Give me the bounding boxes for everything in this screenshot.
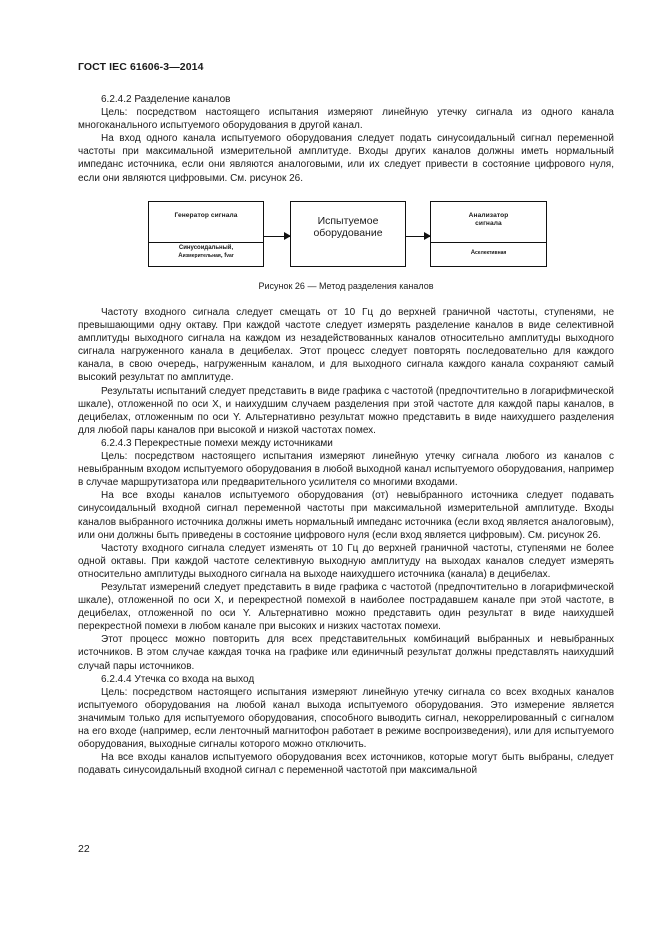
- paragraph: Результаты испытаний следует представить в виде графика с частотой (предпочтительно в логарифмической шкале), отложенной по оси X, и наихудшим случаем разделения при этой частоте для каждой пары каналов, в децибелах, отложенным по оси Y. Альтернативно результат можно представить в виде наихудшего разделения для любой пары каналов при высокой и низкой частотах помех.: [78, 385, 614, 436]
- paragraph: Частоту входного сигнала следует изменять от 10 Гц до верхней граничной частоты, ступенями не более одной октавы. При каждой частоте селективную выходную амплитуду на выходах каналов следует измерять относительно амплитуды выходного сигнала на выходе наихудшего источника (канала) в децибелах.: [78, 542, 614, 580]
- text-block-lower: [78, 306, 614, 777]
- generator-box: [148, 201, 264, 267]
- dut-box: [290, 201, 406, 267]
- arrow-to-analyzer: [406, 236, 430, 237]
- paragraph: Цель: посредством настоящего испытания измеряют линейную утечку сигнала любого из каналов с невыбранным входом испытуемого оборудования в любой выходной канал испытуемого оборудования, например в случае маршрутизатора или предварительного усилителя со многими входами.: [78, 451, 614, 489]
- paragraph: Частоту входного сигнала следует смещать от 10 Гц до верхней граничной частоты, ступенями, не превышающими одну октаву. При каждой частоте следует измерять разделение каналов в виде селективной амплитуды выходного сигнала на каждом из незадействованных каналов относительно амплитуды выходного сигнала нагруженного канала в децибелах. Этот процесс следует повторять последовательно для каждого канала, в свою очередь, нагруженным каналом, и для выходного сигнала каждого канала сохраняют самый высокий результат по амплитуде.: [78, 307, 614, 384]
- analyzer-box: [430, 201, 547, 267]
- document-header: ГОСТ IEC 61606-3—2014: [78, 61, 204, 73]
- text-block-upper: [78, 93, 614, 185]
- paragraph: Цель: посредством настоящего испытания измеряют линейную утечку сигнала со всех входных каналов испытуемого оборудования на любой канал выхода испытуемого оборудования. Это измерение является значимым только для испытуемого оборудования, способного выводить сигнал, некоррелированный с сигналом на его входе (например, если ленточный магнитофон работает в режиме воспроизведения), или для испытуемого оборудования, выходные сигналы которого можно отключить.: [78, 686, 614, 751]
- figure-caption: Рисунок 26 — Метод разделения каналов: [258, 281, 434, 291]
- page-number: 22: [78, 843, 90, 855]
- analyzer-title: Анализатор сигнала: [468, 212, 509, 227]
- paragraph: Этот процесс можно повторить для всех представительных комбинаций выбранных и невыбранных источников. В этом случае каждая точка на графике или единичный результат должны представлять наихудший случай пары источников.: [78, 634, 614, 672]
- generator-detail-line1: Синусоидальный,: [178, 245, 234, 251]
- section-heading: 6.2.4.2 Разделение каналов: [101, 94, 231, 105]
- paragraph: На все входы каналов испытуемого оборудования всех источников, которые могут быть выбраны, следует подавать синусоидальный входной сигнал с переменной частотой при максимальной: [78, 752, 614, 777]
- dut-title: Испытуемое оборудование: [313, 215, 383, 239]
- section-heading: 6.2.4.4 Утечка со входа на выход: [101, 673, 255, 685]
- section-heading: 6.2.4.3 Перекрестные помехи между источниками: [101, 437, 333, 449]
- paragraph: На все входы каналов испытуемого оборудования (от) невыбранного источника следует подавать синусоидальный входной сигнал переменной частоты при максимальной измерительной амплитуде. Входы каналов выбранного источника должны иметь нормальный импеданс источника (если вход является аналоговым), или они должны быть приведены в состояние цифрового нуля (если вход является цифровым). См. рисунок 26.: [78, 490, 614, 541]
- analyzer-detail: Aселективная: [470, 250, 507, 256]
- paragraph: Результат измерений следует представить в виде графика с частотой (предпочтительно в логарифмической шкале), отложенной по оси X, и перекрестной помехой в наиболее пострадавшем канале при этой частоте, в децибелах, отложенной по оси Y. Альтернативно можно представить один результат в виде наихудшей перекрестной помехи в любом канале при высоких и низких частотах помехи.: [78, 581, 614, 633]
- generator-detail-line2: Aизмерительная, fvar: [178, 253, 234, 259]
- paragraph: Цель: посредством настоящего испытания измеряют линейную утечку сигнала из одного канала многоканального испытуемого оборудования в другой канал.: [78, 107, 614, 132]
- generator-title: Генератор сигнала: [174, 212, 238, 219]
- figure-26-diagram: [148, 197, 530, 263]
- arrow-to-dut: [264, 236, 290, 237]
- paragraph: На вход одного канала испытуемого оборудования следует подать синусоидальный сигнал переменной частоты при максимальной измерительной амплитуде. Входы других каналов должны иметь нормальный импеданс источника, если они являются аналоговыми, или их следует привести в состояние цифрового нуля, если они являются цифровыми. См. рисунок 26.: [78, 133, 614, 184]
